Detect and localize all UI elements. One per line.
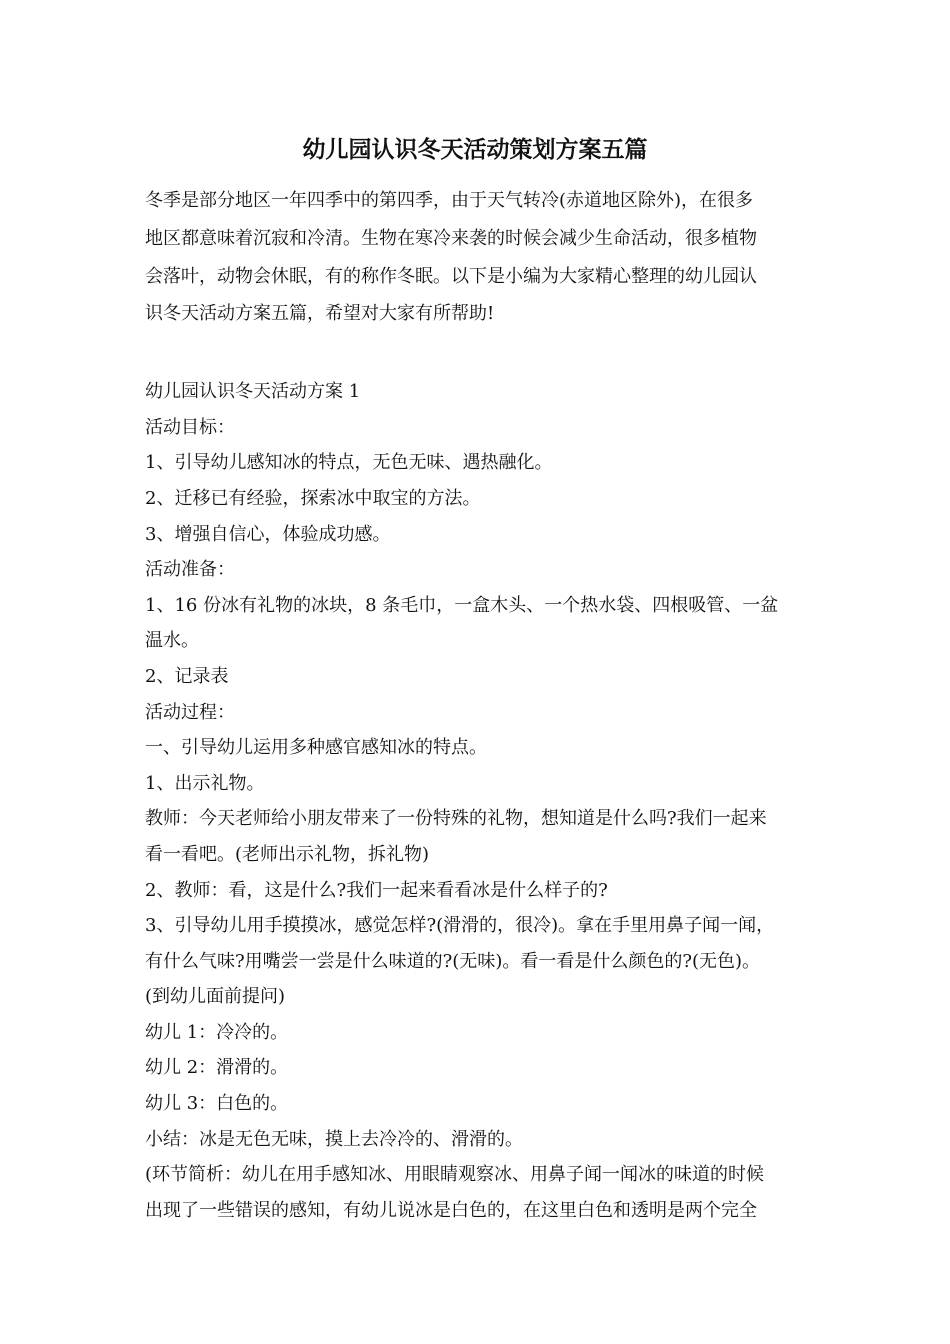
text-line: 出现了一些错误的感知，有幼儿说冰是白色的，在这里白色和透明是两个完全 xyxy=(145,1199,757,1221)
text-line: 2、教师：看，这是什么?我们一起来看看冰是什么样子的? xyxy=(145,879,608,901)
text-line: 教师：今天老师给小朋友带来了一份特殊的礼物，想知道是什么吗?我们一起来 xyxy=(145,808,767,830)
text-line: 1、16 份冰有礼物的冰块，8 条毛巾，一盒木头、一个热水袋、四根吸管、一盆 xyxy=(145,594,779,616)
subheading-preparation: 活动准备： xyxy=(145,559,235,581)
document-body xyxy=(145,182,810,1228)
text-line: (环节简析：幼儿在用手感知冰、用眼睛观察冰、用鼻子闻一闻冰的味道的时候 xyxy=(145,1164,765,1186)
text-line: 看一看吧。(老师出示礼物，拆礼物) xyxy=(145,843,430,865)
intro-line: 会落叶，动物会休眠，有的称作冬眠。以下是小编为大家精心整理的幼儿园认 xyxy=(145,265,757,287)
section-heading: 幼儿园认识冬天活动方案 1 xyxy=(145,381,361,403)
intro-line: 地区都意味着沉寂和冷清。生物在寒冷来袭的时候会减少生命活动，很多植物 xyxy=(145,227,757,249)
text-line: 幼儿 3：白色的。 xyxy=(145,1093,289,1115)
text-line: 幼儿 1：冷冷的。 xyxy=(145,1021,289,1043)
text-line: 小结：冰是无色无味，摸上去冷冷的、滑滑的。 xyxy=(145,1128,523,1150)
intro-paragraph xyxy=(145,182,810,333)
text-line: 1、引导幼儿感知冰的特点，无色无味、遇热融化。 xyxy=(145,452,553,474)
text-line: 2、迁移已有经验，探索冰中取宝的方法。 xyxy=(145,487,481,509)
text-line: 有什么气味?用嘴尝一尝是什么味道的?(无味)。看一看是什么颜色的?(无色)。 xyxy=(145,950,761,972)
text-line: 3、增强自信心，体验成功感。 xyxy=(145,523,391,545)
text-line: 2、记录表 xyxy=(145,665,229,687)
text-line: 3、引导幼儿用手摸摸冰，感觉怎样?(滑滑的，很冷)。拿在手里用鼻子闻一闻， xyxy=(145,915,775,937)
text-line: 幼儿 2：滑滑的。 xyxy=(145,1057,289,1079)
text-line: (到幼儿面前提问) xyxy=(145,986,286,1008)
subheading-goals: 活动目标： xyxy=(145,416,235,438)
intro-line: 冬季是部分地区一年四季中的第四季，由于天气转冷(赤道地区除外)，在很多 xyxy=(145,190,754,211)
section-body xyxy=(145,374,810,1228)
text-line: 温水。 xyxy=(145,630,199,652)
text-line: 1、出示礼物。 xyxy=(145,772,265,794)
intro-line: 识冬天活动方案五篇，希望对大家有所帮助! xyxy=(145,303,495,325)
text-line: 一、引导幼儿运用多种感官感知冰的特点。 xyxy=(145,737,487,759)
paragraph-gap xyxy=(145,333,810,374)
subheading-process: 活动过程： xyxy=(145,701,235,723)
document-title: 幼儿园认识冬天活动策划方案五篇 xyxy=(302,136,648,163)
